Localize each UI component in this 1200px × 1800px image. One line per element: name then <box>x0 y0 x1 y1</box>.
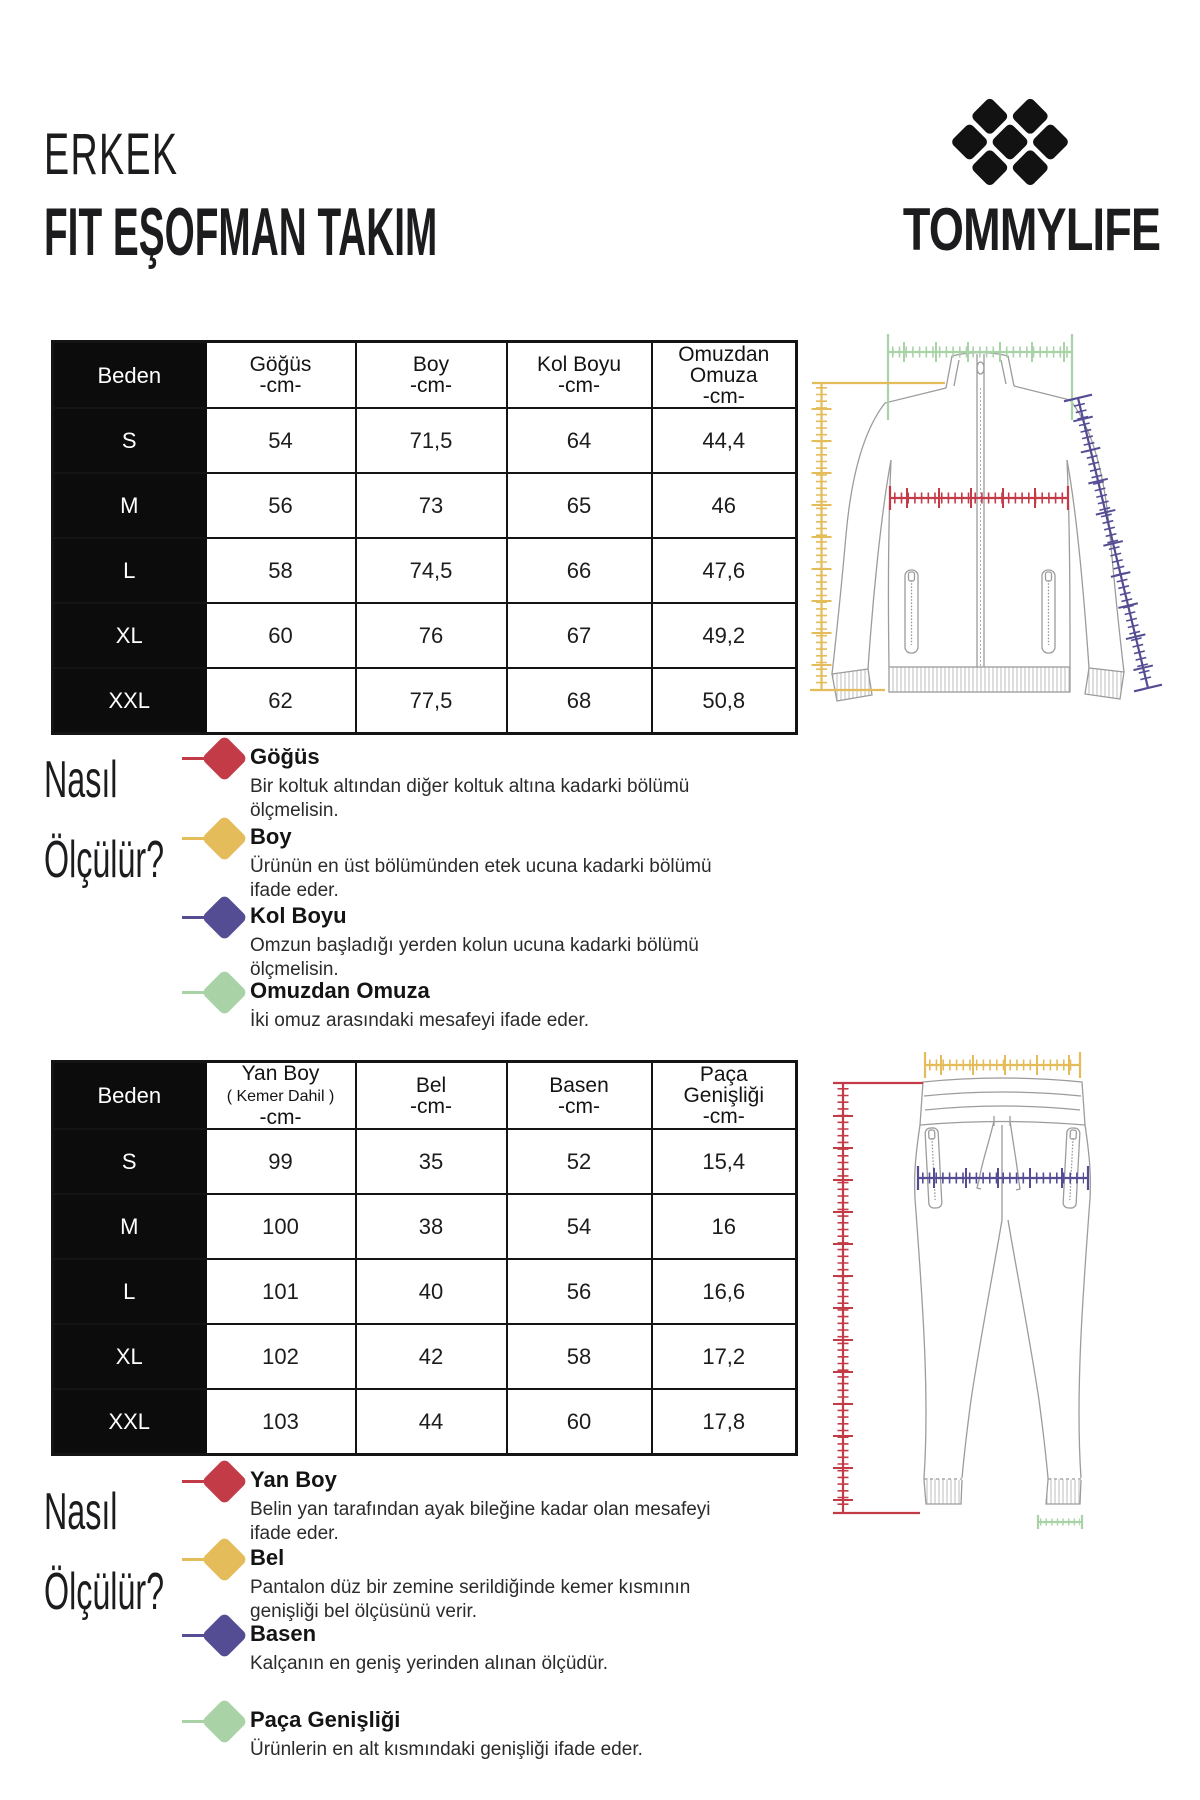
measure-column-header: Yan Boy ( Kemer Dahil ) -cm- <box>206 1062 356 1130</box>
value-cell: 58 <box>206 538 356 603</box>
value-cell: 103 <box>206 1389 356 1455</box>
legend-item-omuzdan-omuza <box>182 978 762 1033</box>
side-length-measure-line <box>833 1083 923 1513</box>
diamond-marker-icon <box>182 974 248 1016</box>
value-cell: 35 <box>356 1129 507 1194</box>
value-cell: 17,2 <box>652 1324 797 1389</box>
measure-name: Boy <box>250 824 292 849</box>
measure-column-header: Kol Boyu -cm- <box>507 342 652 409</box>
value-cell: 66 <box>507 538 652 603</box>
legend-item-gogus <box>182 744 762 823</box>
measure-name: Paça Genişliği <box>250 1707 401 1732</box>
measure-description: İki omuz arasındaki mesafeyi ifade eder. <box>250 1010 590 1031</box>
size-cell: XL <box>53 1324 206 1389</box>
size-cell: XXL <box>53 668 206 734</box>
table-row <box>53 1324 797 1389</box>
measure-name: Göğüs <box>250 744 320 769</box>
value-cell: 65 <box>507 473 652 538</box>
waist-measure-line <box>925 1052 1080 1078</box>
pants-outline <box>915 1078 1091 1504</box>
value-cell: 16,6 <box>652 1259 797 1324</box>
value-cell: 58 <box>507 1324 652 1389</box>
legend-item-boy <box>182 824 762 903</box>
value-cell: 77,5 <box>356 668 507 734</box>
length-measure-line <box>810 383 945 690</box>
size-column-header: Beden <box>53 342 206 409</box>
size-cell: S <box>53 408 206 473</box>
brand-diamonds-icon <box>942 96 1078 188</box>
how-to-measure-title: Nasıl Ölçülür? <box>44 751 165 889</box>
pants-diagram <box>690 920 1190 1540</box>
value-cell: 15,4 <box>652 1129 797 1194</box>
measure-column-header: Bel -cm- <box>356 1062 507 1130</box>
diamond-marker-icon <box>182 1463 248 1505</box>
value-cell: 73 <box>356 473 507 538</box>
jacket-size-table <box>51 340 798 735</box>
value-cell: 67 <box>507 603 652 668</box>
value-cell: 49,2 <box>652 603 797 668</box>
hip-measure-line <box>918 1166 1088 1190</box>
value-cell: 54 <box>507 1194 652 1259</box>
size-cell: S <box>53 1129 206 1194</box>
measure-description: Ürünlerin en alt kısmındaki genişliği ifade eder. <box>250 1739 643 1760</box>
measure-description: Omzun başladığı yerden kolun ucuna kadarki bölümü ölçmelisin. <box>250 935 699 980</box>
diamond-marker-icon <box>182 740 248 782</box>
legend-item-yan-boy <box>182 1467 762 1546</box>
chest-measure-line <box>890 486 1068 510</box>
value-cell: 17,8 <box>652 1389 797 1455</box>
measure-name: Basen <box>250 1621 317 1646</box>
product-title: FIT EŞOFMAN TAKIM <box>44 194 438 270</box>
diamond-marker-icon <box>182 899 248 941</box>
diamond-marker-icon <box>182 1617 248 1659</box>
value-cell: 44 <box>356 1389 507 1455</box>
table-row <box>53 538 797 603</box>
table-row <box>53 1129 797 1194</box>
table-row <box>53 1389 797 1455</box>
size-cell: M <box>53 473 206 538</box>
value-cell: 71,5 <box>356 408 507 473</box>
legend-item-kol-boyu <box>182 903 762 982</box>
value-cell: 40 <box>356 1259 507 1324</box>
value-cell: 76 <box>356 603 507 668</box>
table-row <box>53 668 797 734</box>
value-cell: 74,5 <box>356 538 507 603</box>
table-row <box>53 473 797 538</box>
size-cell: M <box>53 1194 206 1259</box>
value-cell: 56 <box>507 1259 652 1324</box>
value-cell: 44,4 <box>652 408 797 473</box>
measure-column-header: Omuzdan Omuza -cm- <box>652 342 797 409</box>
size-cell: L <box>53 1259 206 1324</box>
measure-column-header: Göğüs -cm- <box>206 342 356 409</box>
value-cell: 60 <box>206 603 356 668</box>
value-cell: 52 <box>507 1129 652 1194</box>
value-cell: 42 <box>356 1324 507 1389</box>
value-cell: 102 <box>206 1324 356 1389</box>
value-cell: 60 <box>507 1389 652 1455</box>
measure-description: Belin yan tarafından ayak bileğine kadar olan mesafeyi ifade eder. <box>250 1499 711 1544</box>
value-cell: 54 <box>206 408 356 473</box>
value-cell: 46 <box>652 473 797 538</box>
measure-name: Kol Boyu <box>250 903 347 928</box>
measure-description: Pantalon düz bir zemine serildiğinde kemer kısmının genişliği bel ölçüsünü verir. <box>250 1577 691 1622</box>
category-title: ERKEK <box>44 122 179 187</box>
value-cell: 16 <box>652 1194 797 1259</box>
measure-description: Ürünün en üst bölümünden etek ucuna kadarki bölümü ifade eder. <box>250 856 712 901</box>
measure-column-header: Boy -cm- <box>356 342 507 409</box>
measure-column-header: Basen -cm- <box>507 1062 652 1130</box>
jacket-diagram <box>700 280 1170 710</box>
pants-size-table <box>51 1060 798 1456</box>
diamond-marker-icon <box>182 1703 248 1745</box>
legend-item-bel <box>182 1545 762 1624</box>
measure-name: Yan Boy <box>250 1467 337 1492</box>
value-cell: 56 <box>206 473 356 538</box>
brand-logo <box>860 96 1161 263</box>
value-cell: 38 <box>356 1194 507 1259</box>
table-row <box>53 408 797 473</box>
measure-name: Omuzdan Omuza <box>250 978 430 1003</box>
size-cell: L <box>53 538 206 603</box>
how-to-measure-title: Nasıl Ölçülür? <box>44 1483 165 1621</box>
value-cell: 64 <box>507 408 652 473</box>
size-cell: XXL <box>53 1389 206 1455</box>
diamond-marker-icon <box>182 820 248 862</box>
table-row <box>53 1194 797 1259</box>
shoulder-measure-line <box>888 334 1072 420</box>
measure-column-header: Paça Genişliği -cm- <box>652 1062 797 1130</box>
measure-description: Kalçanın en geniş yerinden alınan ölçüdür. <box>250 1653 609 1674</box>
legend-item-paca-genisligi <box>182 1707 762 1762</box>
value-cell: 101 <box>206 1259 356 1324</box>
legend-item-basen <box>182 1621 762 1676</box>
table-row <box>53 1259 797 1324</box>
measure-description: Bir koltuk altından diğer koltuk altına kadarki bölümü ölçmelisin. <box>250 776 690 821</box>
measure-name: Bel <box>250 1545 285 1570</box>
value-cell: 47,6 <box>652 538 797 603</box>
value-cell: 68 <box>507 668 652 734</box>
size-column-header: Beden <box>53 1062 206 1130</box>
brand-name: TOMMYLIFE <box>902 196 1161 263</box>
value-cell: 100 <box>206 1194 356 1259</box>
size-cell: XL <box>53 603 206 668</box>
leg-opening-measure-line <box>1038 1515 1082 1529</box>
value-cell: 99 <box>206 1129 356 1194</box>
value-cell: 62 <box>206 668 356 734</box>
table-row <box>53 603 797 668</box>
value-cell: 50,8 <box>652 668 797 734</box>
diamond-marker-icon <box>182 1541 248 1583</box>
